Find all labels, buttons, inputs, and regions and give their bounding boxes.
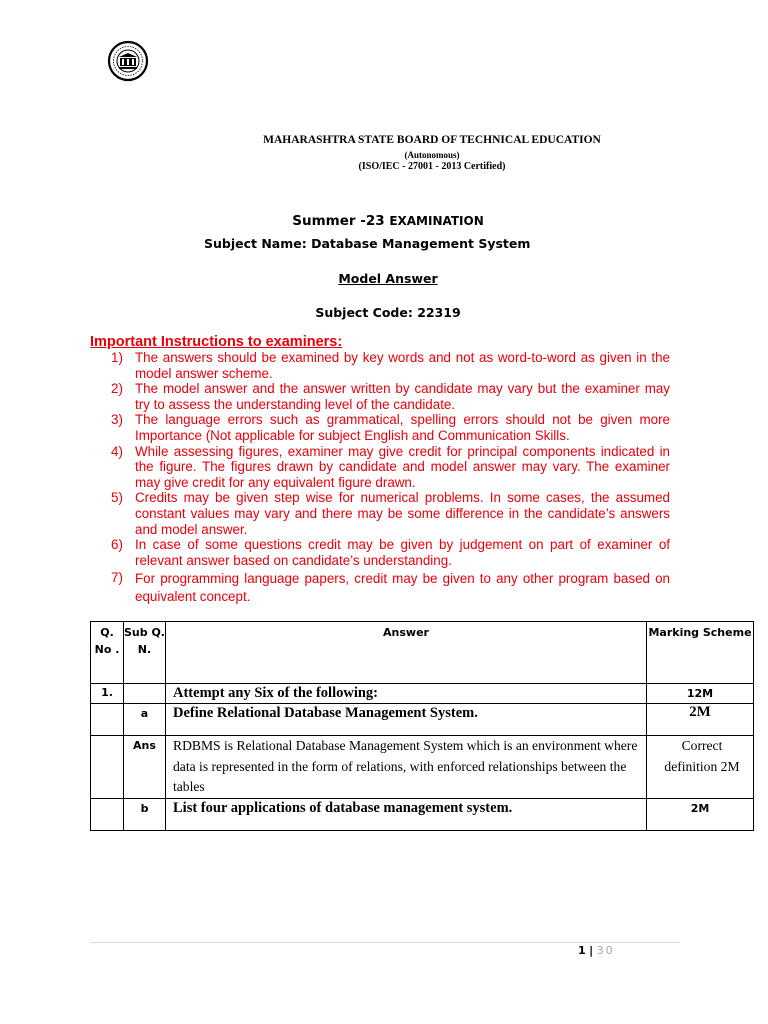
autonomous-label: (Autonomous) bbox=[404, 150, 460, 160]
iso-certification: (ISO/IEC - 27001 - 2013 Certified) bbox=[358, 161, 506, 172]
row-sub: a bbox=[124, 704, 166, 736]
row-qno bbox=[91, 704, 124, 736]
row-sub: Ans bbox=[124, 736, 166, 799]
instruction-item: 2) The model answer and the answer written by candidate may vary but the examiner may try to assess the understanding level of the candidate. bbox=[111, 381, 670, 412]
table-row bbox=[91, 736, 754, 799]
row-answer: RDBMS is Relational Database Management System which is an environment where data is represented in the form of relations, with enforced relationships between the tables bbox=[166, 736, 647, 799]
row-mark: Correct definition 2M bbox=[647, 736, 754, 799]
row-mark: 2M bbox=[647, 798, 754, 830]
header-marking: Marking Scheme bbox=[647, 622, 754, 684]
row-sub: b bbox=[124, 798, 166, 830]
footer-divider bbox=[90, 942, 680, 943]
instruction-item: 1) The answers should be examined by key words and not as word-to-word as given in the model answer scheme. bbox=[111, 350, 670, 381]
page-number bbox=[578, 944, 615, 957]
instruction-item: 6) In case of some questions credit may be given by judgement on part of examiner of relevant answer based on candidate’s understanding. bbox=[111, 537, 670, 568]
header-sub: Sub Q. N. bbox=[124, 622, 166, 684]
row-question: Define Relational Database Management System. bbox=[166, 704, 647, 736]
row-qno: 1. bbox=[91, 684, 124, 704]
model-answer-heading: Model Answer bbox=[338, 271, 438, 286]
table-row bbox=[91, 798, 754, 830]
row-qno bbox=[91, 798, 124, 830]
answer-table bbox=[90, 621, 754, 831]
header-qno: Q. No . bbox=[91, 622, 124, 684]
row-question: List four applications of database management system. bbox=[166, 798, 647, 830]
instruction-item: 5) Credits may be given step wise for numerical problems. In some cases, the assumed constant values may vary and there may be some difference in the candidate’s answers and model answer. bbox=[111, 490, 670, 537]
instructions-title: Important Instructions to examiners: bbox=[90, 334, 343, 350]
instruction-item: 4) While assessing figures, examiner may give credit for principal components indicated in the figure. The figures drawn by candidate and model answer may vary. The examiner may give credit for any equivalent figure drawn. bbox=[111, 443, 670, 490]
row-mark: 2M bbox=[647, 704, 754, 736]
page-separator: | bbox=[589, 944, 594, 957]
row-qno bbox=[91, 736, 124, 799]
instruction-item: 7) For programming language papers, credit may be given to any other program based on equivalent concept. bbox=[111, 570, 670, 605]
exam-title bbox=[4, 213, 768, 229]
subject-name: Subject Name: Database Management System bbox=[204, 236, 531, 251]
exam-label: EXAMINATION bbox=[389, 214, 484, 228]
instructions-list bbox=[90, 350, 670, 606]
instruction-item: 3) The language errors such as grammatical, spelling errors should not be given more Importance (Not applicable for subject English and Communication Skills. bbox=[111, 412, 670, 443]
msbte-logo bbox=[107, 40, 149, 82]
board-name: MAHARASHTRA STATE BOARD OF TECHNICAL EDUCATION bbox=[263, 134, 601, 146]
table-row bbox=[91, 704, 754, 736]
table-header-row bbox=[91, 622, 754, 684]
page-current: 1 bbox=[578, 944, 586, 957]
subject-code: Subject Code: 22319 bbox=[315, 305, 461, 320]
header-answer: Answer bbox=[166, 622, 647, 684]
row-question: Attempt any Six of the following: bbox=[166, 684, 647, 704]
row-mark: 12M bbox=[647, 684, 754, 704]
table-row bbox=[91, 684, 754, 704]
row-sub bbox=[124, 684, 166, 704]
exam-session: Summer -23 bbox=[292, 213, 385, 229]
page-total: 30 bbox=[596, 944, 615, 957]
